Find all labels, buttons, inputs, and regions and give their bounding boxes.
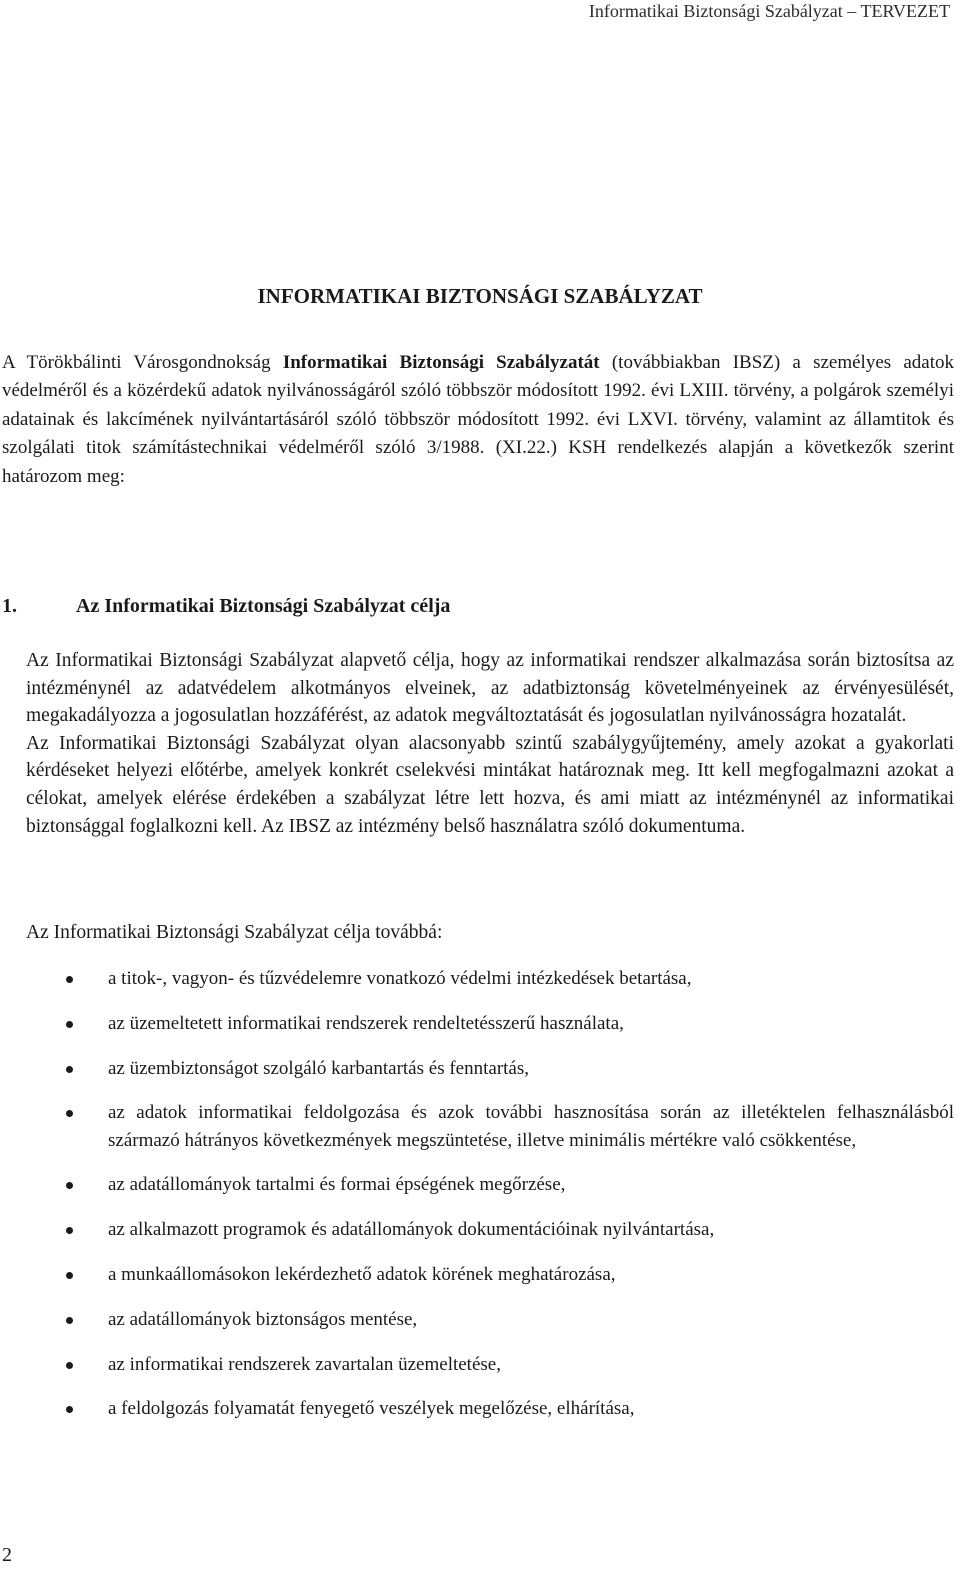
list-item <box>0 1099 960 1154</box>
document-title: INFORMATIKAI BIZTONSÁGI SZABÁLYZAT <box>257 284 703 308</box>
list-item <box>0 1306 960 1333</box>
page-number: 2 <box>2 1544 12 1566</box>
list-item-text: az adatállományok tartalmi és formai épségének megőrzése, <box>108 1174 566 1196</box>
intro-text-rest: (továbbiakban IBSZ) a személyes adatok védelméről és a közérdekű adatok nyilvánosságáról szóló többször módosított 1992. évi LXIII. törvény, a polgárok személyi adatainak és lakcímének nyilvántartásáról szóló többször módosított 1992. évi LXVI. törvény, valamint az államtitok és szolgálati titok számítástechnikai védelméről szóló 3/1988. (XI.22.) KSH rendelkezés alapján a következők szerint határozom meg: <box>2 352 955 487</box>
list-item-text: a munkaállomásokon lekérdezhető adatok körének meghatározása, <box>108 1264 616 1286</box>
section-1-heading <box>2 592 450 620</box>
list-item <box>0 1351 960 1378</box>
list-item <box>0 965 960 992</box>
section-1-paragraph-1: Az Informatikai Biztonsági Szabályzat alapvető célja, hogy az informatikai rendszer alkalmazása során biztosítsa az intézménynél az adatvédelem alkotmányos elveinek, az adatbiztonság követelményeinek az érvényesülését, megakadályozza a jogosulatlan hozzáférést, az adatok megváltoztatását és jogosulatlan nyilvánosságra hozatalát. <box>26 650 954 727</box>
intro-paragraph <box>2 349 954 491</box>
section-1-paragraph-2: Az Informatikai Biztonsági Szabályzat olyan alacsonyabb szintű szabálygyűjtemény, amely azokat a gyakorlati kérdéseket helyezi előtérbe, amelyek konkrét cselekvési mintákat határoznak meg. Itt kell megfogalmazni azokat a célokat, amelyek elérése érdekében a szabályzat létre lett hozva, és ami miatt az intézménynél az informatikai biztonsággal foglalkozni kell. Az IBSZ az intézmény belső használatra szóló dokumentuma. <box>26 732 954 837</box>
section-1-number: 1. <box>2 595 17 617</box>
list-item-text: a titok-, vagyon- és tűzvédelemre vonatkozó védelmi intézkedések betartása, <box>108 968 692 989</box>
list-item <box>0 1261 960 1288</box>
bullet-icon <box>66 1227 73 1234</box>
bullet-icon <box>66 1406 73 1413</box>
bullet-icon <box>66 1362 73 1369</box>
intro-text-start: A Törökbálinti Városgondnokság <box>2 352 283 373</box>
list-item-text: az informatikai rendszerek zavartalan üzemeltetése, <box>108 1353 501 1375</box>
bullet-icon <box>66 976 73 983</box>
intro-bold-title: Informatikai Biztonsági Szabályzatát <box>282 352 600 373</box>
list-item-text: a feldolgozás folyamatát fenyegető veszélyek megelőzése, elhárítása, <box>108 1398 635 1420</box>
list-item <box>0 1055 960 1082</box>
running-header: Informatikai Biztonsági Szabályzat – TERVEZET <box>588 1 950 21</box>
bullet-icon <box>66 1021 73 1028</box>
list-item-text: az üzembiztonságot szolgáló karbantartás és fenntartás, <box>108 1057 529 1079</box>
list-lead: Az Informatikai Biztonsági Szabályzat célja továbbá: <box>26 922 443 943</box>
list-item <box>0 1395 960 1422</box>
list-item-text: az üzemeltetett informatikai rendszerek rendeltetésszerű használata, <box>108 1012 624 1034</box>
section-1-body <box>26 647 954 840</box>
bullet-icon <box>66 1110 73 1117</box>
bullet-icon <box>66 1272 73 1279</box>
list-item <box>0 1171 960 1198</box>
bullet-icon <box>66 1317 73 1324</box>
list-item-text: az adatállományok biztonságos mentése, <box>108 1308 418 1330</box>
list-item <box>0 1216 960 1243</box>
section-1-title: Az Informatikai Biztonsági Szabályzat célja <box>76 595 451 617</box>
list-item-text: az adatok informatikai feldolgozása és azok további hasznosítása során az illetéktelen felhasználásból származó hátrányos következmények megszüntetése, illetve minimális mértékre való csökkentése, <box>108 1102 954 1151</box>
bullet-icon <box>66 1066 73 1073</box>
list-item <box>0 1010 960 1037</box>
list-item-text: az alkalmazott programok és adatállományok dokumentációinak nyilvántartása, <box>108 1219 715 1241</box>
bullet-icon <box>66 1182 73 1189</box>
goals-list <box>0 965 960 1440</box>
